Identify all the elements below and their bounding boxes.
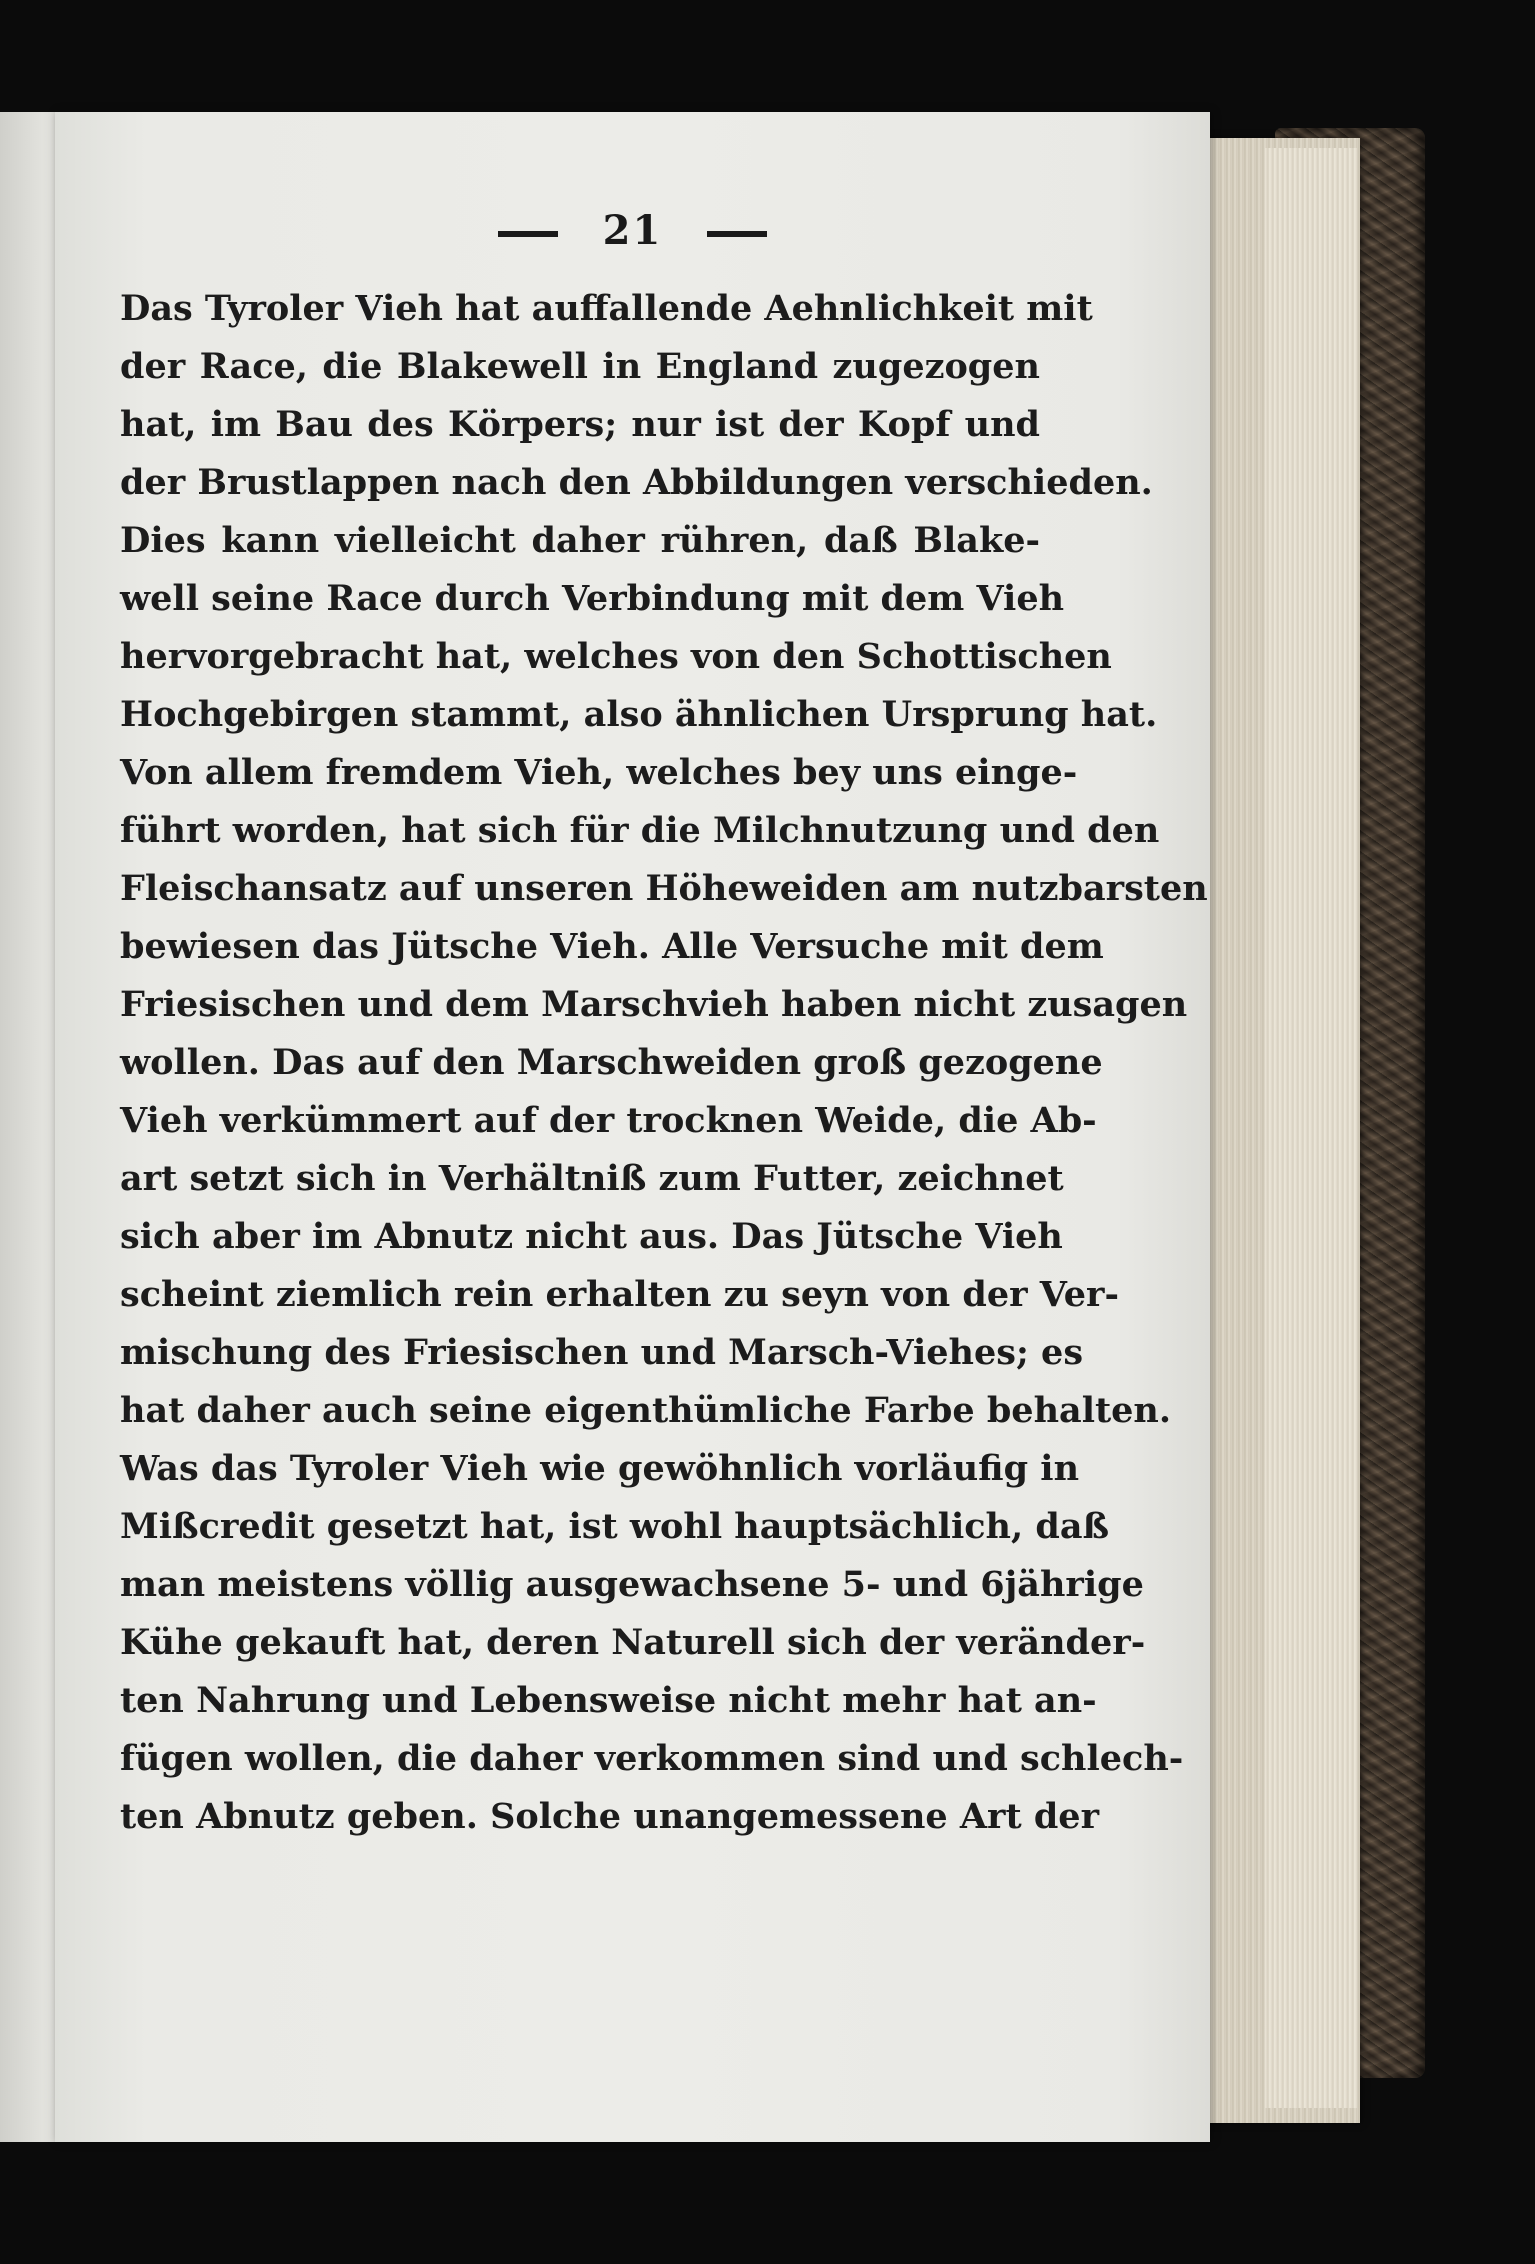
text-line: ten Nahrung und Lebensweise nicht mehr hat an-	[120, 1680, 1097, 1721]
page-stack-block	[1265, 148, 1357, 2108]
text-line: hervorgebracht hat, welches von den Schottischen	[120, 636, 1112, 677]
text-line: hat, im Bau des Körpers; nur ist der Kopf und	[120, 404, 1040, 445]
text-line: Was das Tyroler Vieh wie gewöhnlich vorläufig in	[120, 1448, 1080, 1489]
body-text	[120, 280, 1208, 1846]
head-dash-left	[498, 231, 558, 237]
text-line: man meistens völlig ausgewachsene 5- und 6jährige	[120, 1564, 1144, 1605]
text-line: scheint ziemlich rein erhalten zu seyn von der Ver-	[120, 1274, 1119, 1315]
text-line: Mißcredit gesetzt hat, ist wohl hauptsächlich, daß	[120, 1506, 1110, 1547]
text-line: well seine Race durch Verbindung mit dem Vieh	[120, 578, 1065, 619]
text-line: mischung des Friesischen und Marsch-Viehes; es	[120, 1332, 1084, 1373]
text-line: der Race, die Blakewell in England zugezogen	[120, 346, 1040, 387]
text-line: sich aber im Abnutz nicht aus. Das Jütsche Vieh	[120, 1216, 1063, 1257]
text-line: Fleischansatz auf unseren Höheweiden am nutzbarsten	[120, 868, 1208, 909]
text-line: Dies kann vielleicht daher rühren, daß Blake-	[120, 520, 1040, 561]
head-dash-right	[707, 231, 767, 237]
book-page	[55, 112, 1210, 2142]
text-line: Hochgebirgen stammt, also ähnlichen Ursprung hat.	[120, 694, 1158, 735]
text-line: Friesischen und dem Marschvieh haben nicht zusagen	[120, 984, 1188, 1025]
text-line: Von allem fremdem Vieh, welches bey uns einge-	[120, 752, 1078, 793]
text-line: art setzt sich in Verhältniß zum Futter, zeichnet	[120, 1158, 1064, 1199]
text-line: Kühe gekauft hat, deren Naturell sich der veränder-	[120, 1622, 1146, 1663]
text-line: ten Abnutz geben. Solche unangemessene Art der	[120, 1796, 1100, 1837]
text-line: Das Tyroler Vieh hat auffallende Aehnlichkeit mit	[120, 288, 1093, 329]
page-stack-edges	[1195, 138, 1360, 2123]
text-line: hat daher auch seine eigenthümliche Farbe behalten.	[120, 1390, 1172, 1431]
text-line: wollen. Das auf den Marschweiden groß gezogene	[120, 1042, 1103, 1083]
text-line: bewiesen das Jütsche Vieh. Alle Versuche mit dem	[120, 926, 1104, 967]
text-line: führt worden, hat sich für die Milchnutzung und den	[120, 810, 1160, 851]
text-line: der Brustlappen nach den Abbildungen verschieden.	[120, 462, 1153, 503]
text-line: fügen wollen, die daher verkommen sind und schlech-	[120, 1738, 1184, 1779]
text-line: Vieh verkümmert auf der trocknen Weide, die Ab-	[120, 1100, 1097, 1141]
running-head	[55, 207, 1210, 254]
page-number: 21	[602, 207, 663, 254]
